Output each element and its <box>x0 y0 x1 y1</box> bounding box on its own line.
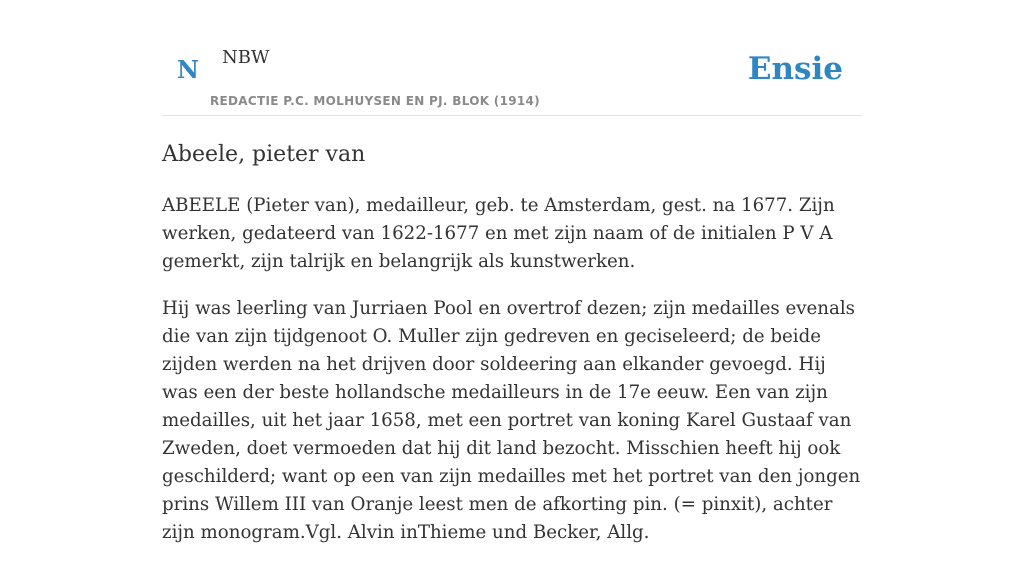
article-title: Abeele, pieter van <box>162 142 366 167</box>
article-body <box>162 192 862 566</box>
work-editors: REDACTIE P.C. MOLHUYSEN EN PJ. BLOK (1914) <box>210 94 540 108</box>
site-header <box>162 0 862 116</box>
page <box>162 0 862 543</box>
article-paragraph: ABEELE (Pieter van), medailleur, geb. te Amsterdam, gest. na 1677. Zijn werken, gedateerd van 1622-1677 en met zijn naam of de initialen P V A gemerkt, zijn talrijk en belangrijk als kunstwerken. <box>162 195 835 272</box>
work-logo-icon[interactable]: N <box>177 55 199 84</box>
article-paragraph: Hij was leerling van Jurriaen Pool en overtrof dezen; zijn medailles evenals die van zijn tijdgenoot O. Muller zijn gedreven en geciseleerd; de beide zijden werden na het drijven door soldeering aan elkander gevoegd. Hij was een der beste hollandsche medailleurs in de 17e eeuw. Een van zijn medailles, uit het jaar 1658, met een portret van koning Karel Gustaaf van Zweden, doet vermoeden dat hij dit land bezocht. Misschien heeft hij ook geschilderd; want op een van zijn medailles met het portret van den jongen prins Willem III van Oranje leest men de afkorting pin. (= pinxit), achter zijn monogram.Vgl. Alvin inThieme und Becker, Allg. <box>162 298 861 543</box>
work-abbreviation[interactable]: NBW <box>222 47 270 68</box>
ensie-logo[interactable]: Ensie <box>747 51 843 87</box>
